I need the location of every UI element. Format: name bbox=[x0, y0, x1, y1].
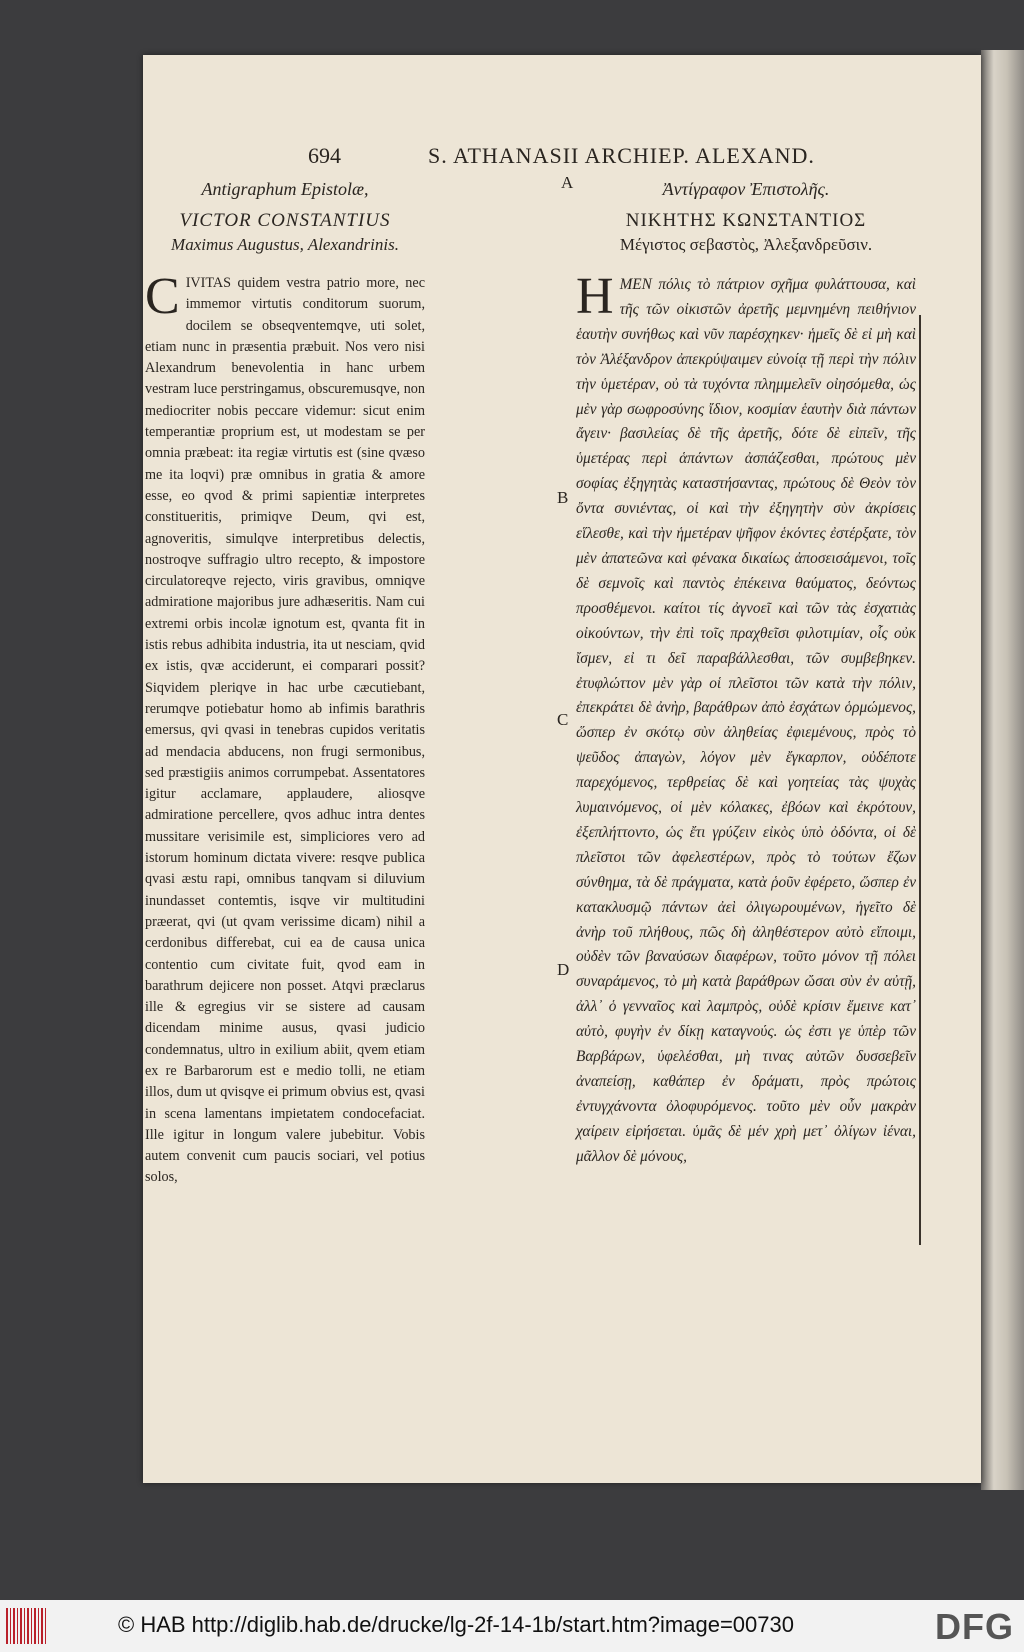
margin-letter-d: D bbox=[557, 960, 570, 979]
latin-subtitle: Maximus Augustus, Alexandrinis. bbox=[171, 235, 399, 254]
running-header bbox=[143, 143, 981, 173]
margin-letter-a: A bbox=[561, 173, 574, 192]
footer-bar bbox=[0, 1600, 1024, 1652]
latin-heading: Antigraphum Epistolæ, bbox=[201, 179, 369, 199]
latin-text bbox=[145, 268, 425, 1189]
adjacent-page-edge bbox=[981, 50, 1024, 1490]
dfg-logo: DFG bbox=[935, 1606, 1014, 1647]
latin-name: VICTOR CONSTANTIUS bbox=[179, 210, 391, 231]
greek-dropcap: H bbox=[576, 268, 614, 325]
greek-subtitle: Μέγιστος σεβαστὸς, Ἀλεξανδρεῦσιν. bbox=[619, 235, 873, 254]
greek-column bbox=[576, 179, 916, 1170]
page-number: 694 bbox=[308, 143, 341, 168]
greek-text bbox=[576, 268, 916, 1170]
source-url[interactable]: © HAB http://diglib.hab.de/drucke/lg-2f-14-1b/start.htm?image=00730 bbox=[118, 1612, 794, 1637]
greek-body: ΜΕΝ πόλις τὸ πάτριον σχῆμα φυλάττουσα, καὶ τῆς τῶν οἰκιστῶν ἀρετῆς μεμνημένη πειθήνιον ἑαυτὴν συνήθως καὶ νῦν παρέσχηκεν· ἡμεῖς δὲ εἰ μὴ καὶ τὸν Ἀλέξανδρον ἀπεκρύψαιμεν εὐνοίᾳ τῇ περὶ τὴν πόλιν τὴν ὑμετέραν, οὐ τὰ τυχόντα πλημμελεῖν οἰησόμεθα, ὡς μὲν γὰρ σωφροσύνης ἴδιον, κοσμίαν ἑαυτὴν διὰ πάντων ἄγειν· βασιλείας δὲ τῆς ἀρετῆς, δότε δὲ εἰπεῖν, τῆς ὑμετέρας περὶ ἁπάντων ἀσπάζεσθαι, πρώτους μὲν σοφίας ἐξηγητὰς καταστήσαντας, πρώτους δὲ Θεὸν τὸν ὄντα συνιέντας, οἱ καὶ τὴν ἐξηγητὴν σὺν ἀκρίσεις εἵλεσθε, καὶ τὴν ἡμετέραν ψῆφον ἑκόντες ἐστέρξατε, τὸν μὲν ἀπατεῶνα καὶ φένακα δικαίως ἀποσεισάμενοι, τοῖς δὲ σεμνοῖς καὶ παντὸς ἐπέκεινα θαύματος, δεόντως προσθέμενοι. καίτοι τίς ἀγνοεῖ καὶ τῶν τὰς ἐσχατιὰς οἰκούντων, τὴν ἐπὶ τοῖς πραχθεῖσι φιλοτιμίαν, οἷς οὐκ ἴσμεν, εἰ τι δεῖ παραβάλλεσθαι, τῶν συμβεβηκεν. ἐτυφλώττον μὲν γὰρ οἱ πλεῖστοι τῶν κατὰ τὴν πόλιν, ἐπεκράτει δὲ ἀνὴρ, βαράθρων ἀπὸ ἐσχάτων ὁρμώμενος, ὥσπερ ἐν σκότῳ σὺν ἀληθείας ἐφιεμένους, πρὸς τὸ ψεῦδος ἀπαγὼν, λόγον μὲν ἔγκαρπον, οὐδέποτε παρεχόμενος, τερθρείας δὲ καὶ γοητείας τὰς ψυχὰς λυμαινόμενος, οἱ μὲν κόλακες, ἐβόων καὶ ἐκρότουν, ἐξεπλήττοντο, ὡς ἔτι γρύζειν εἰκὸς ὑπὸ ὀδόντα, οἱ δὲ πλεῖστοι τῶν ἀφελεστέρων, πρὸς τὸ τούτων ἔζων σύνθημα, τὰ δὲ πράγματα, κατὰ ῥοῦν ἐφέρετο, ὥσπερ ἐν κατακλυσμῷ πάντων ἀεὶ ὀλιγωρουμένων, ἡγεῖτο δὲ ἀνὴρ τοῦ πλήθους, πῶς δὴ ἀληθέστερον αὐτὸ εἴποιμι, οὐδὲν τῶν βαναύσων διαφέρων, τοῦτο μόνον τῇ πόλει συναράμενος, τὸ μὴ κατὰ βαράθρων ὤσαι σὺν ἐν αὐτῇ, ἀλλ᾽ ὁ γενναῖος καὶ λαμπρὸς, οὐδὲ κρίσιν ἔμεινε κατ᾽ αὐτὸ, φυγὴν ἐν δίκῃ καταγνούς. ὡς ἐστι γε ὑπὲρ τῶν Βαρβάρων, ὑφελέσθαι, μὴ τινας αὐτῶν δυσσεβεῖν ἀναπείσῃ, καθάπερ ἐν δράματι, πρὸς πρώτοις ἐντυγχάνοντα ὀλοφυρόμενος. τοῦτο μὲν οὖν μακρὰν χαίρειν εἰρήσεται. ὑμᾶς δὲ μέν χρὴ μετ᾽ ὀλίγων ἰέναι, μᾶλλον δὲ μόνους, bbox=[576, 276, 916, 1165]
hab-barcode-logo bbox=[6, 1608, 46, 1644]
latin-column bbox=[145, 179, 425, 1189]
latin-body: IVITAS quidem vestra patrio more, nec immemor virtutis conditorum suorum, docilem se obseqventemqve, uti solet, etiam nunc in præsentia præbuit. Nos vero nisi Alexandrum benevolentia in hanc urbem vestram luce perstringamus, obscuremusqve, non mediocriter nobis peccare videmur: sicut enim temperantiæ proprium est, ut modestam se per omnia præbeat: ita regiæ virtutis est (sine qvæso me ita loqvi) præ omnibus in gratia & amore esse, eo qvod & primi sapientiæ interpretes constitueritis, primiqve Deum, qvi est, agnoveritis, simulqve interpretibus delectis, nostroqve suffragio ultro recepto, & impostore circulatoreqve rejecto, viris gravibus, omniqve admiratione majoribus jure adhæseritis. Nam cui extremi orbis incolæ ignotum est, qvanta fit in istis rebus adhibita industria, ita ut nesciam, qvid ex istis, qvæ acciderunt, ei comparari possit? Siqvidem pleriqve in hac urbe cæcutiebant, rerumqve potiebatur homo ab infimis barathris emersus, qvi qvasi in tenebras cupidos veritatis ad mendacia abducens, non frugi sermonibus, sed præstigiis animos corrumpebat. Assentatores igitur acclamare, applaudere, aliosqve admiratione percellere, qvos adhuc intra dentes mussitare verisimile est, simpliciores vero ad istorum hominum dictata vivere: resqve publica qvasi æstu rapi, omnibus tanqvam si diluvium inundasset contemtis, isqve vir multitudini præerat, qvi (ut qvam verissime dicam) nihil a cerdonibus differebat, cui ea de causa unica contentio cum civitate fuit, qvod eam in barathrum dejicere non posset. Atqvi præclarus ille & egregius vir se sistere ad causam dicendam minime ausus, qvasi judicio condemnatus, ultro in exilium abiit, qvem etiam ex re Barbarorum est e medio tolli, ne etiam illos, dum ut qvisqve ei primum obvius est, qvasi in scena lamentans impietatem condocefaciat. Ille igitur in longum valere jubebitur. Vobis autem convenit cum paucis sociari, vel potius solos, bbox=[145, 275, 425, 1186]
greek-heading: Ἀντίγραφον Ἐπιστολῆς. bbox=[662, 179, 830, 199]
margin-letter-b: B bbox=[557, 488, 569, 507]
book-page bbox=[143, 55, 981, 1483]
margin-letter-c: C bbox=[557, 710, 569, 729]
column-rule bbox=[919, 315, 921, 1245]
latin-dropcap: C bbox=[145, 268, 180, 325]
greek-name: ΝΙΚΗΤΗΣ ΚΩΝΣΤΑΝΤΙΟΣ bbox=[625, 210, 867, 231]
running-title: S. ATHANASII ARCHIEP. ALEXAND. bbox=[428, 143, 815, 168]
